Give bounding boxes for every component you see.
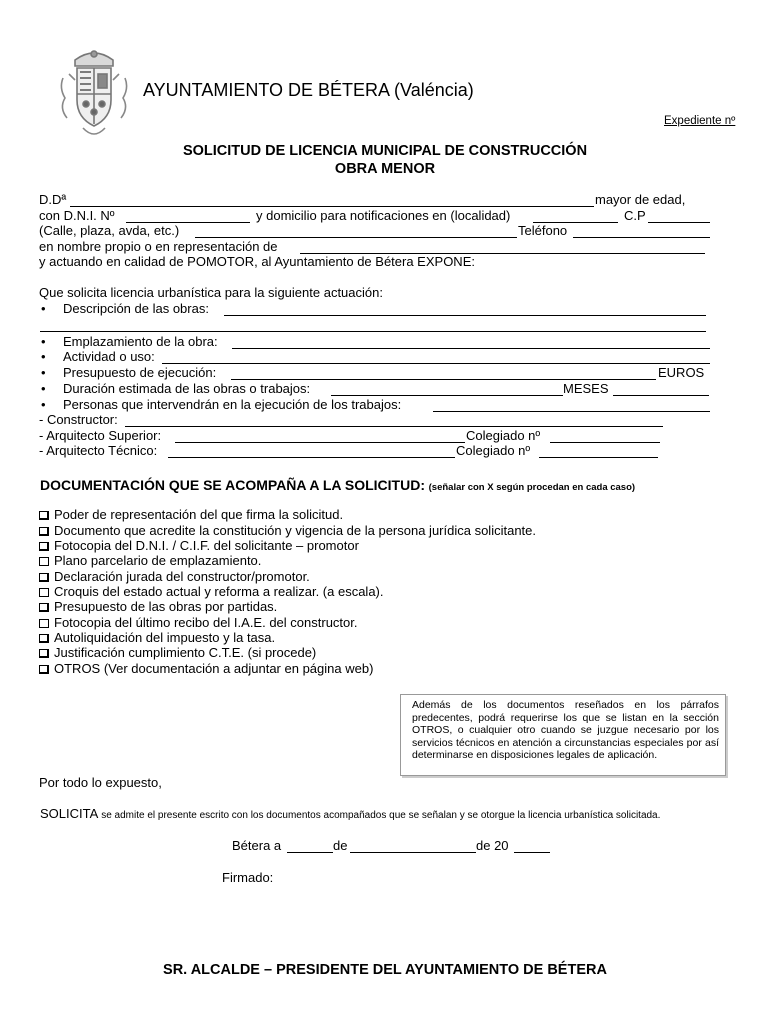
checkbox[interactable] bbox=[39, 619, 49, 628]
checkbox[interactable] bbox=[39, 527, 49, 536]
colegiado-superior-label: Colegiado nº bbox=[466, 428, 541, 443]
cp-field[interactable] bbox=[648, 209, 710, 223]
euros-label: EUROS bbox=[658, 365, 705, 380]
betera-a-label: Bétera a bbox=[232, 838, 282, 853]
name-field[interactable] bbox=[70, 193, 594, 207]
constructor-field[interactable] bbox=[125, 413, 663, 427]
municipality-title: AYUNTAMIENTO DE BÉTERA (Valéncia) bbox=[143, 80, 474, 100]
firmado-label: Firmado: bbox=[222, 870, 274, 885]
doc-item[interactable] bbox=[39, 630, 275, 645]
presupuesto-label: Presupuesto de ejecución: bbox=[63, 365, 217, 380]
colegiado-tecnico-label: Colegiado nº bbox=[456, 443, 531, 458]
doc-item-label: Autoliquidación del impuesto y la tasa. bbox=[54, 630, 276, 645]
localidad-field[interactable] bbox=[533, 209, 618, 223]
dni-label: con D.N.I. Nº bbox=[39, 208, 115, 223]
documentation-heading-note: (señalar con X según procedan en cada caso) bbox=[428, 482, 636, 493]
dd-label: D.Dª bbox=[39, 192, 67, 207]
doc-item[interactable] bbox=[39, 599, 277, 614]
checkbox[interactable] bbox=[39, 542, 49, 551]
representacion-label: en nombre propio o en representación de bbox=[39, 239, 278, 254]
cp-label: C.P bbox=[624, 208, 646, 223]
doc-item-label: Presupuesto de las obras por partidas. bbox=[54, 599, 278, 614]
domicilio-label: y domicilio para notificaciones en (localidad) bbox=[256, 208, 511, 223]
doc-item[interactable] bbox=[39, 553, 261, 568]
coat-of-arms-icon bbox=[55, 48, 133, 140]
checkbox[interactable] bbox=[39, 603, 49, 612]
de-20-label: de 20 bbox=[476, 838, 509, 853]
calle-label: (Calle, plaza, avda, etc.) bbox=[39, 223, 180, 238]
checkbox[interactable] bbox=[39, 665, 49, 674]
doc-item[interactable] bbox=[39, 645, 316, 660]
documentation-heading-row bbox=[40, 476, 635, 497]
form-title-line1: SOLICITUD DE LICENCIA MUNICIPAL DE CONSTRUCCIÓN bbox=[182, 143, 588, 159]
works-intro: Que solicita licencia urbanística para la siguiente actuación: bbox=[39, 285, 383, 300]
duracion-label: Duración estimada de las obras o trabajos: bbox=[63, 381, 311, 396]
representacion-field[interactable] bbox=[300, 240, 705, 254]
arq-tecnico-field[interactable] bbox=[168, 444, 455, 458]
actividad-label: Actividad o uso: bbox=[63, 349, 155, 364]
personas-field[interactable] bbox=[433, 398, 710, 412]
meses-label: MESES bbox=[563, 381, 609, 396]
dni-field[interactable] bbox=[126, 209, 250, 223]
doc-item-label: Poder de representación del que firma la solicitud. bbox=[54, 507, 344, 522]
doc-item[interactable] bbox=[39, 584, 384, 599]
doc-item-label: Documento que acredite la constitución y vigencia de la persona jurídica solicitante. bbox=[54, 523, 536, 538]
descripcion-label: Descripción de las obras: bbox=[63, 301, 209, 316]
bullet-personas: • bbox=[41, 397, 46, 412]
descripcion-field[interactable] bbox=[224, 302, 706, 316]
checkbox[interactable] bbox=[39, 557, 49, 566]
checkbox[interactable] bbox=[39, 649, 49, 658]
doc-item-label: Justificación cumplimiento C.T.E. (si procede) bbox=[54, 645, 317, 660]
colegiado-superior-field[interactable] bbox=[550, 429, 660, 443]
doc-item-label: Plano parcelario de emplazamiento. bbox=[54, 553, 262, 568]
doc-item-label: OTROS (Ver documentación a adjuntar en página web) bbox=[54, 661, 374, 676]
checkbox[interactable] bbox=[39, 573, 49, 582]
duracion-field[interactable] bbox=[331, 382, 563, 396]
expediente-label: Expediente nº bbox=[664, 115, 736, 127]
age-label: mayor de edad, bbox=[595, 192, 686, 207]
colegiado-tecnico-field[interactable] bbox=[539, 444, 658, 458]
telefono-field[interactable] bbox=[573, 224, 710, 238]
doc-item[interactable] bbox=[39, 661, 373, 676]
descripcion-field-2[interactable] bbox=[40, 318, 706, 332]
doc-item[interactable] bbox=[39, 569, 310, 584]
doc-item-label: Fotocopia del D.N.I. / C.I.F. del solicitante – promotor bbox=[54, 538, 359, 553]
arq-superior-label: - Arquitecto Superior: bbox=[39, 428, 162, 443]
bullet-presupuesto: • bbox=[41, 365, 46, 380]
bullet-actividad: • bbox=[41, 349, 46, 364]
doc-item[interactable] bbox=[39, 507, 343, 522]
calle-field[interactable] bbox=[195, 224, 517, 238]
day-field[interactable] bbox=[287, 839, 333, 853]
documentation-heading: DOCUMENTACIÓN QUE SE ACOMPAÑA A LA SOLICITUD: bbox=[40, 477, 425, 493]
doc-item-label: Declaración jurada del constructor/promotor. bbox=[54, 569, 310, 584]
por-todo-text: Por todo lo expuesto, bbox=[39, 775, 162, 790]
arq-superior-field[interactable] bbox=[175, 429, 465, 443]
form-title-line2: OBRA MENOR bbox=[334, 161, 436, 177]
doc-item[interactable] bbox=[39, 615, 358, 630]
checkbox[interactable] bbox=[39, 588, 49, 597]
doc-item-label: Fotocopia del último recibo del I.A.E. del constructor. bbox=[54, 615, 358, 630]
checkbox[interactable] bbox=[39, 511, 49, 520]
presupuesto-field[interactable] bbox=[231, 366, 656, 380]
dd-row bbox=[39, 192, 66, 208]
personas-label: Personas que intervendrán en la ejecución de los trabajos: bbox=[63, 397, 402, 412]
arq-tecnico-label: - Arquitecto Técnico: bbox=[39, 443, 158, 458]
meses-field[interactable] bbox=[613, 382, 709, 396]
emplazamiento-label: Emplazamiento de la obra: bbox=[63, 334, 218, 349]
bullet-duracion: • bbox=[41, 381, 46, 396]
solicita-row bbox=[40, 806, 660, 824]
month-field[interactable] bbox=[350, 839, 476, 853]
actividad-field[interactable] bbox=[162, 350, 710, 364]
bullet-descripcion: • bbox=[41, 301, 46, 316]
solicita-text: se admite el presente escrito con los documentos acompañados que se señalan y se otorgue la licencia urbanística solicitada. bbox=[101, 810, 661, 821]
doc-item-label: Croquis del estado actual y reforma a realizar. (a escala). bbox=[54, 584, 384, 599]
de-label: de bbox=[333, 838, 348, 853]
emplazamiento-field[interactable] bbox=[232, 335, 710, 349]
year-field[interactable] bbox=[514, 839, 550, 853]
constructor-label: - Constructor: bbox=[39, 412, 118, 427]
checkbox[interactable] bbox=[39, 634, 49, 643]
footer-addressee: SR. ALCALDE – PRESIDENTE DEL AYUNTAMIENTO DE BÉTERA bbox=[163, 962, 607, 978]
doc-item[interactable] bbox=[39, 538, 359, 553]
bullet-emplazamiento: • bbox=[41, 334, 46, 349]
solicita-label: SOLICITA bbox=[40, 806, 98, 821]
telefono-label: Teléfono bbox=[518, 223, 568, 238]
calidad-text: y actuando en calidad de POMOTOR, al Ayuntamiento de Bétera EXPONE: bbox=[39, 254, 475, 269]
documentation-note-box: Además de los documentos reseñados en los párrafos predecentes, podrá requerirse los que se listan en la sección OTROS, o cualquier otro cuando se juzgue necesario por los servicios técnicos en atención a circunstancias especiales por así determinarse en disposiciones legales de aplicación. bbox=[400, 694, 726, 776]
doc-item[interactable] bbox=[39, 523, 536, 538]
